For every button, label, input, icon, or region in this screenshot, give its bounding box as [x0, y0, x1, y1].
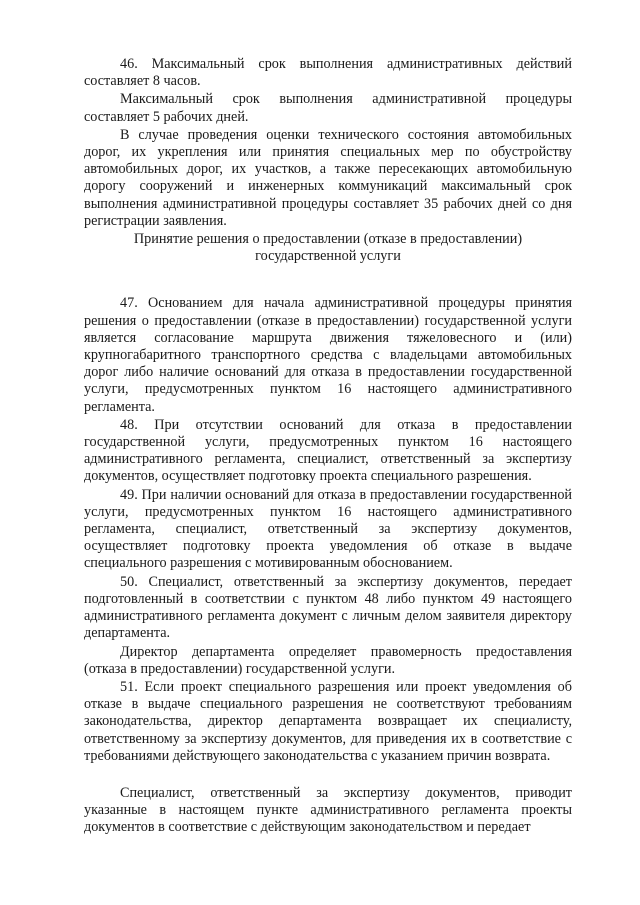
paragraph-max-term-procedure: Максимальный срок выполнения административной процедуры составляет 5 рабочих дней.: [84, 91, 572, 125]
paragraph-director: Директор департамента определяет правомерность предоставления (отказа в предоставлении) государственной услуги.: [84, 643, 572, 677]
paragraph-road-assessment-term: В случае проведения оценки технического состояния автомобильных дорог, их укрепления или принятия специальных мер по обустройству автомобильных дорог, их участков, а также пересекающих автомобильную дорогу сооружений и инженерных коммуникаций максимальный срок выполнения административной процедуры составляет 35 рабочих дней со дня регистрации заявления.: [84, 126, 572, 229]
paragraph-specialist-corrects: Специалист, ответственный за экспертизу документов, приводит указанные в настоящем пункте административного регламента проекты документов в соответствие с действующим законодательством и передает: [84, 784, 572, 836]
paragraph-49: 49. При наличии оснований для отказа в предоставлении государственной услуги, предусмотренных пунктом 16 настоящего административного регламента, специалист, ответственный за экспертизу документов, осуществляет подготовку проекта уведомления об отказе в выдаче специального разрешения с мотивированным обоснованием.: [84, 486, 572, 572]
paragraph-51: 51. Если проект специального разрешения или проект уведомления об отказе в выдаче специального разрешения не соответствуют требованиям законодательства, директор департамента возвращает их специалисту, ответственному за экспертизу документов, для приведения их в соответствие с требованиями действующего законодательства с указанием причин возврата.: [84, 678, 572, 764]
paragraph-47: 47. Основанием для начала административной процедуры принятия решения о предоставлении (отказе в предоставлении) государственной услуги является согласование маршрута движения тяжеловесного и (или) крупногабаритного транспортного средства с владельцами автомобильных дорог либо наличие оснований для отказа в предоставлении государственной услуги, предусмотренных пунктом 16 настоящего административного регламента.: [84, 295, 572, 415]
paragraph-48: 48. При отсутствии оснований для отказа в предоставлении государственной услуги, предусмотренных пунктом 16 настоящего административного регламента, специалист, ответственный за экспертизу документов, осуществляет подготовку проекта специального разрешения.: [84, 416, 572, 485]
paragraph-50: 50. Специалист, ответственный за экспертизу документов, передает подготовленный в соответствии с пунктом 48 либо пунктом 49 настоящего административного регламента документ с личным делом заявителя директору департамента.: [84, 573, 572, 642]
paragraph-46: 46. Максимальный срок выполнения административных действий составляет 8 часов.: [84, 56, 572, 90]
section-heading: Принятие решения о предоставлении (отказе в предоставлении) государственной услуги: [133, 231, 523, 265]
